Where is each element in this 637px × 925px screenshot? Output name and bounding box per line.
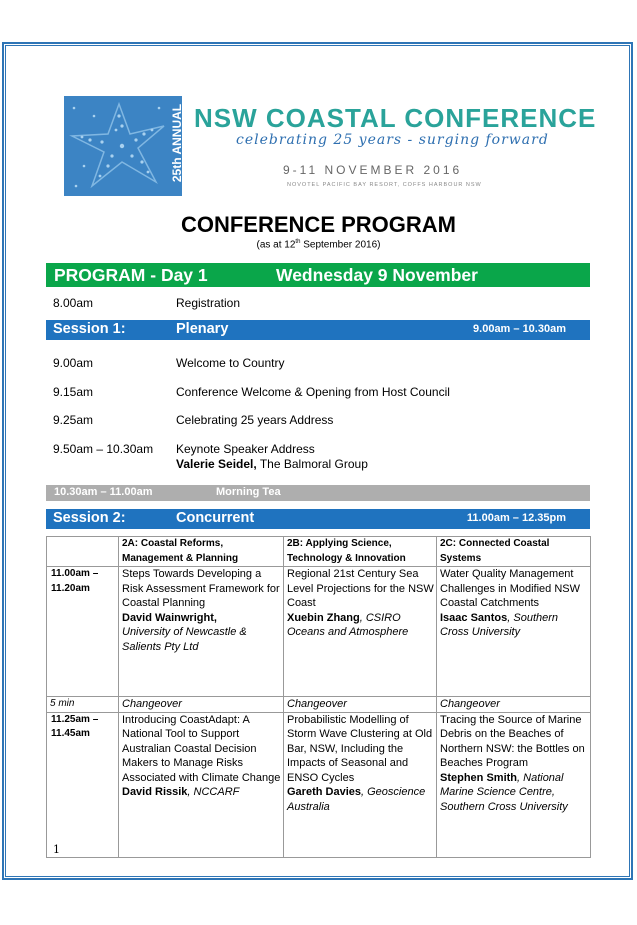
stream-2c-header: 2C: Connected Coastal Systems — [437, 537, 591, 567]
table-header-row — [47, 537, 591, 567]
page-title: CONFERENCE PROGRAM — [180, 212, 456, 237]
talk-cell — [437, 712, 591, 857]
row-time: 9.15am — [53, 385, 94, 399]
session2-banner — [46, 509, 590, 529]
logo-badge: 25th ANNUAL — [169, 103, 184, 183]
talk-title: Probabilistic Modelling of Storm Wave Clustering at Old Bar, NSW, Including the Impacts of Seasonal and ENSO Cycles — [287, 713, 433, 784]
stream-2b-header: 2B: Applying Science, Technology & Innovation — [284, 537, 437, 567]
table-row-changeover — [47, 697, 591, 713]
slot-time: 11.00am – 11.20am — [47, 567, 119, 697]
logo-venue: NOVOTEL PACIFIC BAY RESORT, COFFS HARBOUR NSW — [287, 182, 482, 188]
slot-time: 11.25am – 11.45am — [47, 712, 119, 857]
session-time: 11.00am – 12.35pm — [466, 512, 566, 524]
speaker-org: , CSIRO Oceans and Atmosphere — [287, 611, 409, 638]
speaker-org: , Geoscience Australia — [287, 786, 426, 813]
logo-dates: 9-11 NOVEMBER 2016 — [283, 163, 463, 177]
row-time: 9.00am — [53, 356, 94, 370]
talk-cell — [437, 567, 591, 697]
session-label: Session 2: — [53, 510, 126, 526]
talk-cell — [119, 567, 284, 697]
stream-2a-header: 2A: Coastal Reforms, Management & Planning — [119, 537, 284, 567]
speaker-name: Xuebin Zhang — [287, 611, 360, 624]
subtitle-prefix: (as at 12 — [256, 239, 296, 251]
session-label: Session 1: — [53, 321, 126, 337]
starfish-logo — [64, 96, 182, 196]
table-row — [47, 712, 591, 857]
speaker-name: Valerie Seidel, — [176, 457, 257, 471]
speaker-name: Gareth Davies — [287, 786, 361, 798]
talk-cell — [284, 567, 437, 697]
talk-title: Regional 21st Century Sea Level Projections for the NSW Coast — [287, 568, 434, 609]
talk-title: Tracing the Source of Marine Debris on the Beaches of Northern NSW: the Bottles on Beaches Program — [440, 713, 585, 769]
session-name: Plenary — [176, 321, 229, 337]
talk-title: Water Quality Management Challenges in Modified NSW Coastal Catchments — [440, 568, 581, 609]
talk-cell — [284, 712, 437, 857]
row-time: 9.25am — [53, 413, 94, 427]
logo-title: NSW COASTAL CONFERENCE — [194, 103, 597, 133]
session1-banner — [46, 320, 590, 340]
talk-cell — [119, 712, 284, 857]
subtitle-sup: th — [295, 239, 301, 245]
row-item: Keynote Speaker Address — [176, 442, 315, 456]
talk-title: Steps Towards Developing a Risk Assessment Framework for Coastal Planning — [122, 568, 280, 609]
page-number: 1 — [53, 843, 60, 856]
speaker-name: Stephen Smith — [440, 771, 518, 784]
subtitle-suffix: September 2016) — [300, 239, 381, 251]
speaker-org: , National Marine Science Centre, Southern Cross University — [440, 771, 568, 813]
keynote-speaker — [176, 457, 368, 471]
session-name: Concurrent — [176, 510, 255, 526]
table-cell — [47, 537, 119, 567]
row-item: Conference Welcome & Opening from Host Council — [176, 385, 450, 399]
logo-tagline: celebrating 25 years - surging forward — [236, 132, 549, 148]
day-date: Wednesday 9 November — [276, 265, 478, 285]
speaker-org: The Balmoral Group — [256, 457, 368, 471]
table-row — [47, 567, 591, 697]
speaker-name: Isaac Santos — [440, 611, 508, 624]
changeover-label: Changeover — [437, 697, 591, 713]
row-item: Registration — [176, 296, 241, 310]
tea-time: 10.30am – 11.00am — [54, 486, 153, 498]
speaker-org: , NCCARF — [187, 786, 240, 798]
changeover-label: Changeover — [119, 697, 284, 713]
speaker-org: University of Newcastle & Salients Pty Ltd — [122, 626, 247, 653]
session2-table — [46, 536, 591, 858]
row-item: Celebrating 25 years Address — [176, 413, 334, 427]
row-time: 8.00am — [53, 296, 94, 310]
talk-title: Introducing CoastAdapt: A National Tool to Support Australian Coastal Decision Makers to Manage Risks Associated with Climate Change — [122, 713, 281, 784]
row-item: Welcome to Country — [176, 356, 285, 370]
morning-tea-banner — [46, 485, 590, 501]
speaker-name: David Rissik — [122, 786, 188, 798]
day-banner — [46, 263, 590, 287]
speaker-name: David Wainwright, — [122, 611, 217, 624]
session-time: 9.00am – 10.30am — [473, 323, 566, 335]
speaker-org: , Southern Cross University — [440, 611, 559, 638]
day-label: PROGRAM - Day 1 — [54, 265, 208, 285]
tea-label: Morning Tea — [216, 486, 281, 498]
changeover-label: Changeover — [284, 697, 437, 713]
row-time: 9.50am – 10.30am — [53, 442, 154, 456]
page-subtitle — [0, 239, 637, 250]
changeover-duration: 5 min — [47, 697, 119, 713]
